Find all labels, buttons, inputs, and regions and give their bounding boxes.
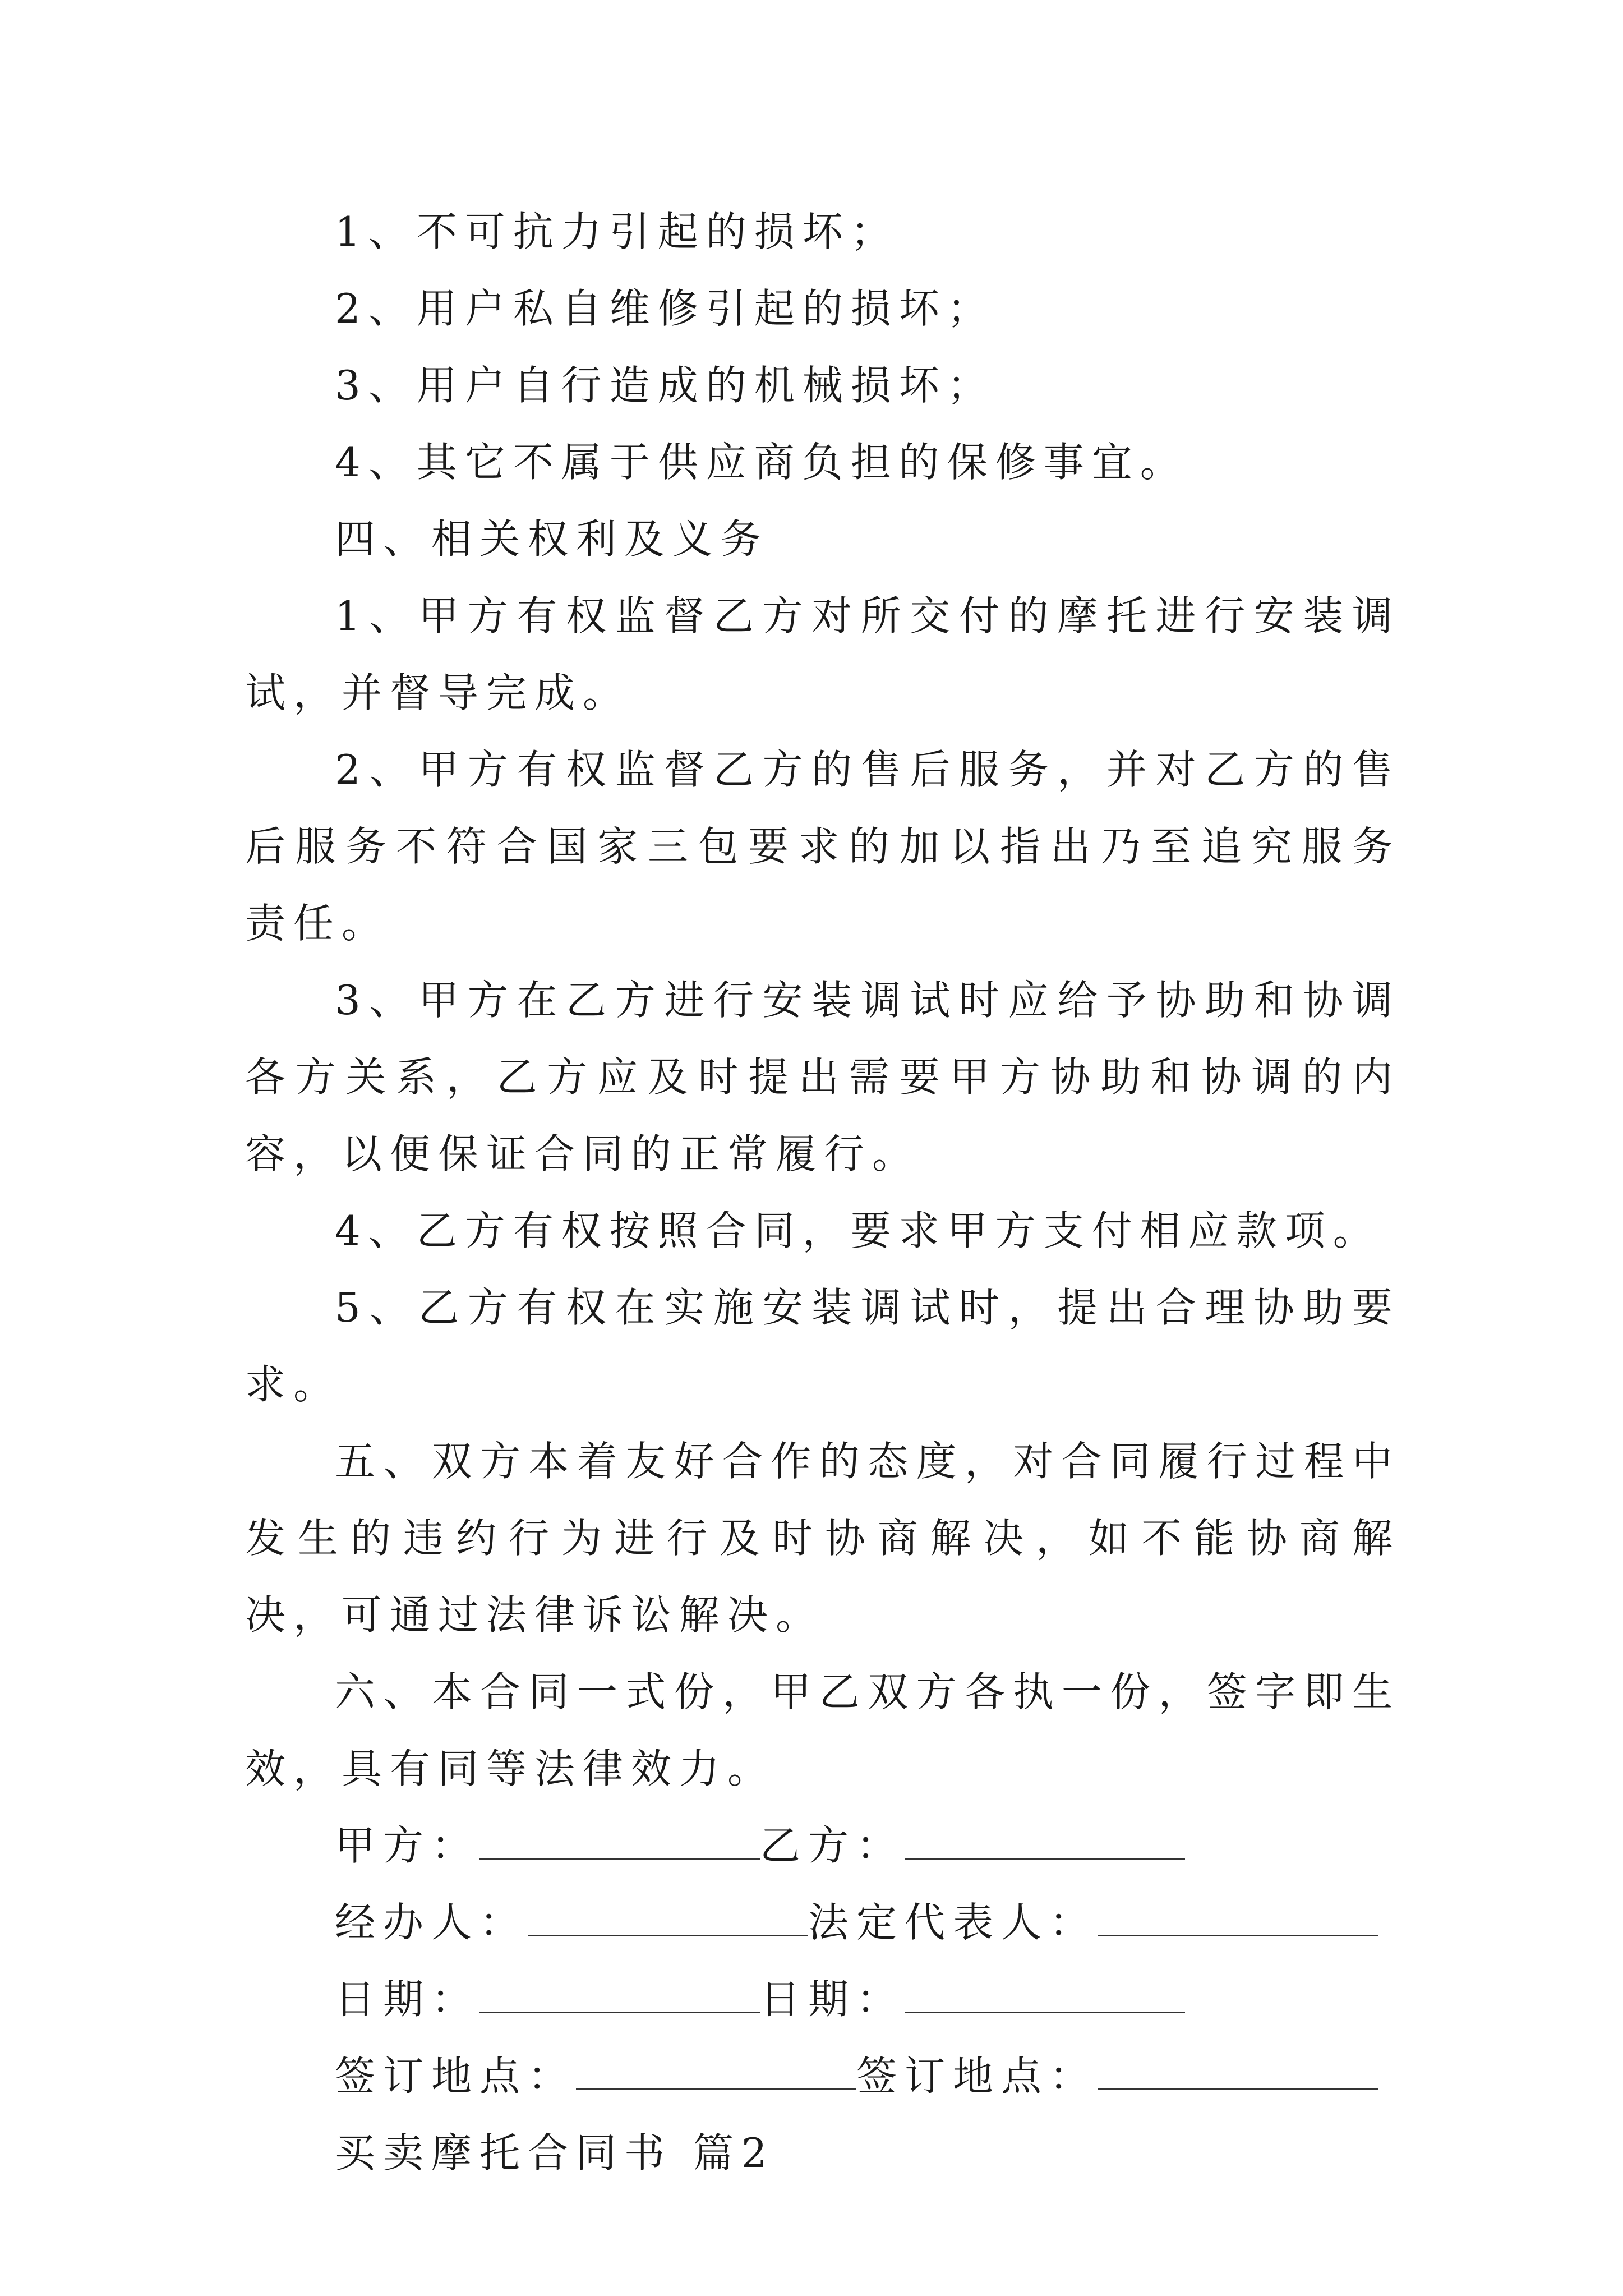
clause-rights-3: 3、甲方在乙方进行安装调试时应给予协助和协调各方关系，乙方应及时提出需要甲方协助和协调的内容，以便保证合同的正常履行。: [245, 977, 1400, 1177]
next-section-title: 买卖摩托合同书 篇2: [335, 2129, 775, 2177]
clause-exclusion-3: 3、用户自行造成的机械损坏；: [335, 362, 995, 409]
document-body: [245, 194, 1400, 2192]
agent-blank: [528, 1903, 808, 1936]
party-a-label: 甲方：: [335, 1822, 480, 1869]
place-a-label: 签订地点：: [335, 2053, 577, 2100]
legal-rep-label: 法定代表人：: [808, 1899, 1098, 1946]
clause-rights-1: 1、甲方有权监督乙方对所交付的摩托进行安装调试，并督导完成。: [245, 592, 1400, 716]
legal-rep-blank: [1098, 1903, 1378, 1936]
date-a-blank: [479, 1980, 760, 2013]
signature-row-party: [245, 1807, 1400, 1884]
place-b-label: 签订地点：: [856, 2053, 1098, 2100]
party-a-blank: [479, 1826, 760, 1860]
clause-rights-2: 2、甲方有权监督乙方的售后服务，并对乙方的售后服务不符合国家三包要求的加以指出乃至追究服务责任。: [245, 746, 1400, 947]
place-a-blank: [576, 2057, 856, 2090]
clause-dispute: 五、双方本着友好合作的态度，对合同履行过程中发生的违约行为进行及时协商解决，如不能协商解决，可通过法律诉讼解决。: [245, 1438, 1400, 1639]
signature-row-place: [245, 2038, 1400, 2115]
clause-exclusion-4: 4、其它不属于供应商负担的保修事宜。: [335, 439, 1188, 486]
party-b-label: 乙方：: [760, 1822, 905, 1869]
date-b-label: 日期：: [760, 1976, 905, 2023]
clause-rights-4: 4、乙方有权按照合同，要求甲方支付相应款项。: [335, 1207, 1381, 1254]
signature-row-date: [245, 1961, 1400, 2038]
date-a-label: 日期：: [335, 1976, 480, 2023]
clause-copies: 六、本合同一式份，甲乙双方各执一份，签字即生效，具有同等法律效力。: [245, 1668, 1400, 1792]
clause-rights-5: 5、乙方有权在实施安装调试时，提出合理协助要求。: [245, 1284, 1400, 1408]
date-b-blank: [905, 1980, 1185, 2013]
clause-exclusion-2: 2、用户私自维修引起的损坏；: [335, 285, 995, 332]
place-b-blank: [1098, 2057, 1378, 2090]
agent-label: 经办人：: [335, 1899, 528, 1946]
clause-exclusion-1: 1、不可抗力引起的损坏；: [335, 208, 899, 255]
party-b-blank: [905, 1826, 1185, 1860]
section-heading-rights: 四、相关权利及义务: [335, 516, 769, 563]
signature-row-agent: [245, 1884, 1400, 1961]
